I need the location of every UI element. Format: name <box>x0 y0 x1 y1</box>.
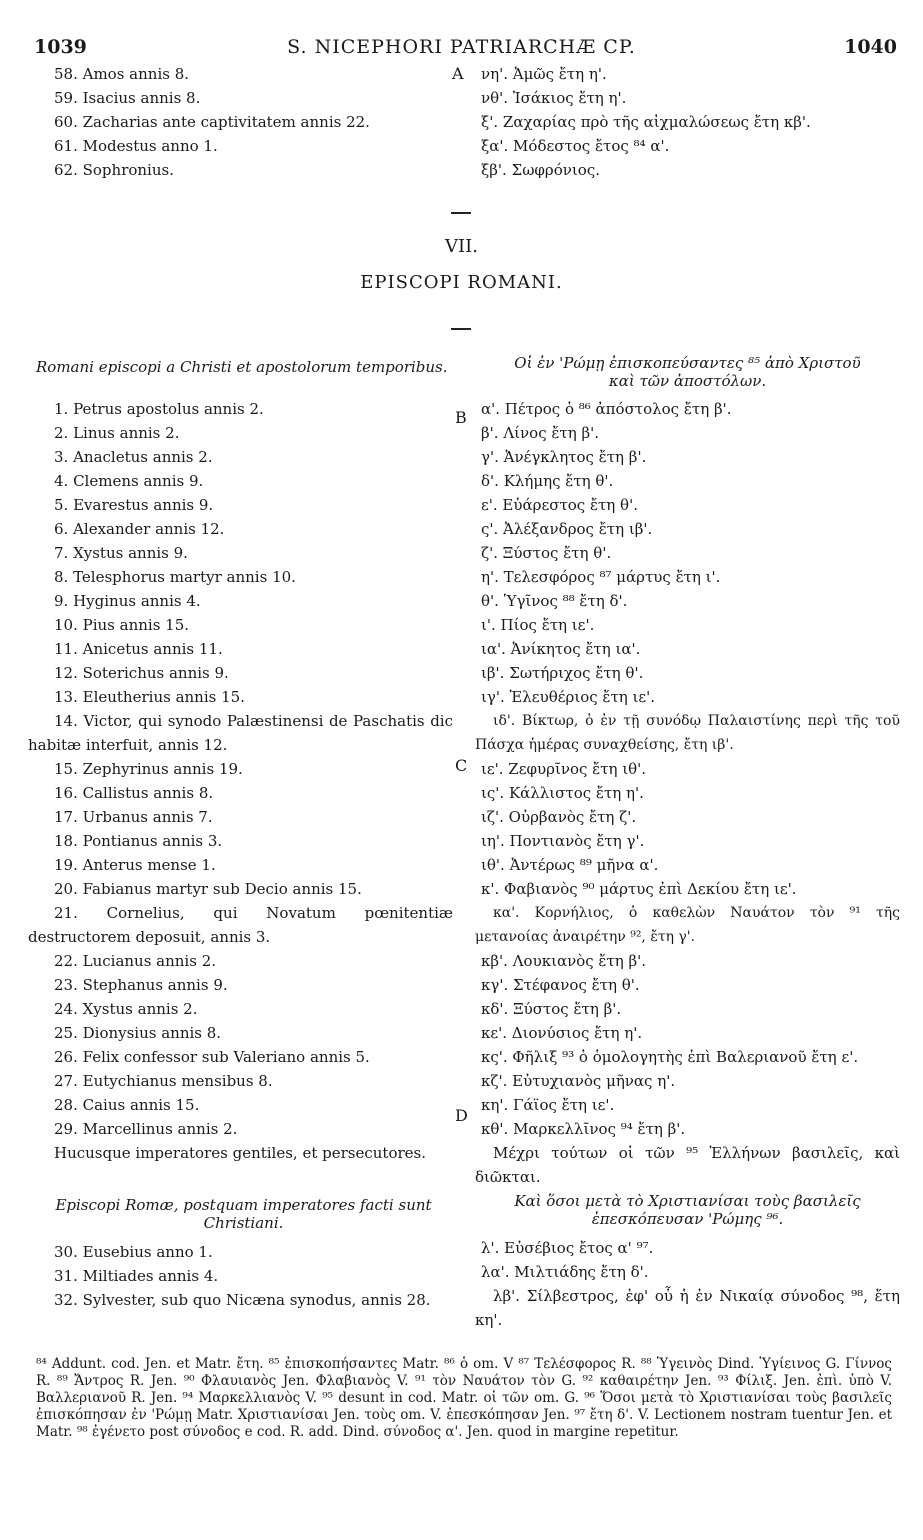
list-item: 61. Modestus anno 1. <box>54 137 218 155</box>
list-item: 58. Amos annis 8. <box>54 65 190 83</box>
list-item: κδ'. Ξύστος ἔτη β'. <box>481 1000 622 1018</box>
list-item: νη'. Ἀμῶς ἔτη η'. <box>481 65 607 83</box>
margin-letter-a: A <box>452 64 464 83</box>
greek-column <box>475 397 900 1189</box>
list-item: γ'. Ἀνέγκλητος ἔτη β'. <box>481 448 647 466</box>
list-item: δ'. Κλήμης ἔτη θ'. <box>481 472 614 490</box>
section-number: VII. <box>445 236 478 257</box>
section-title: EPISCOPI ROMANI. <box>360 272 563 293</box>
subheading-latin: Romani episcopi a Christi et apostolorum temporibus. <box>36 358 448 376</box>
list-item: 26. Felix confessor sub Valeriano annis 5. <box>54 1048 370 1066</box>
list-item: 8. Telesphorus martyr annis 10. <box>54 568 296 586</box>
list-item: λβ'. Σίλβεστρος, ἐφ' οὗ ἡ ἐν Νικαίᾳ σύνοδος ⁹⁸, ἔτη κη'. <box>475 1287 900 1329</box>
list-item: λ'. Εὐσέβιος ἔτος α' ⁹⁷. <box>481 1239 654 1257</box>
list-item: ξα'. Μόδεστος ἔτος ⁸⁴ α'. <box>481 137 670 155</box>
subheading-greek-line: Καὶ ὅσοι μετὰ τὸ Χριστιανίσαι τοὺς βασιλεῖς <box>514 1192 861 1210</box>
list-item: νθ'. Ἰσάκιος ἔτη η'. <box>481 89 627 107</box>
list-item: β'. Λίνος ἔτη β'. <box>481 424 600 442</box>
list-item: 17. Urbanus annis 7. <box>54 808 213 826</box>
list-item: ζ'. Ξύστος ἔτη θ'. <box>481 544 612 562</box>
separator-rule <box>451 328 471 330</box>
list-item: α'. Πέτρος ὁ ⁸⁶ ἀπόστολος ἔτη β'. <box>481 400 732 418</box>
list-item: κα'. Κορνήλιος, ὁ καθελὼν Ναυάτον τὸν ⁹¹ τῆς μετανοίας ἀναιρέτην ⁹², ἔτη γ'. <box>475 905 900 945</box>
list-item: 24. Xystus annis 2. <box>54 1000 198 1018</box>
list-item: ιε'. Ζεφυρῖνος ἔτη ιθ'. <box>481 760 647 778</box>
list-item: 16. Callistus annis 8. <box>54 784 214 802</box>
list-item: 60. Zacharias ante captivitatem annis 22. <box>54 113 370 131</box>
list-item: ις'. Κάλλιστος ἔτη η'. <box>481 784 644 802</box>
list-item: κη'. Γάϊος ἔτη ιε'. <box>481 1096 615 1114</box>
list-item: 1. Petrus apostolus annis 2. <box>54 400 264 418</box>
list-item: 30. Eusebius anno 1. <box>54 1243 213 1261</box>
list-item: 27. Eutychianus mensibus 8. <box>54 1072 273 1090</box>
list-item: ε'. Εὐάρεστος ἔτη θ'. <box>481 496 638 514</box>
list-item: ξ'. Ζαχαρίας πρὸ τῆς αἰχμαλώσεως ἔτη κβ'. <box>481 113 811 131</box>
list-item: 14. Victor, qui synodo Palæstinensi de Paschatis dic habitæ interfuit, annis 12. <box>28 712 453 754</box>
list-item: κς'. Φῆλιξ ⁹³ ὁ ὁμολογητὴς ἐπὶ Βαλεριανοῦ ἔτη ε'. <box>481 1048 859 1066</box>
list-item: θ'. Ὑγῖνος ⁸⁸ ἔτη δ'. <box>481 592 628 610</box>
list-item: 22. Lucianus annis 2. <box>54 952 217 970</box>
list-item: κβ'. Λουκιανὸς ἔτη β'. <box>481 952 647 970</box>
list-item: 3. Anacletus annis 2. <box>54 448 213 466</box>
list-item: ιδ'. Βίκτωρ, ὁ ἐν τῇ συνόδῳ Παλαιστίνης περὶ τῆς τοῦ Πάσχα ἡμέρας συναχθείσης, ἔτη ιβ'. <box>475 713 900 753</box>
list-item: 62. Sophronius. <box>54 161 174 179</box>
subheading-greek-line: ἐπεσκόπευσαν 'Ρώμης ⁹⁶. <box>591 1210 784 1228</box>
list-item: 2. Linus annis 2. <box>54 424 180 442</box>
list-item: η'. Τελεσφόρος ⁸⁷ μάρτυς ἔτη ι'. <box>481 568 721 586</box>
margin-letter-b: B <box>455 408 467 427</box>
list-item: 28. Caius annis 15. <box>54 1096 200 1114</box>
list-item: ιβ'. Σωτήριχος ἔτη θ'. <box>481 664 644 682</box>
list-item: ιθ'. Ἀντέρως ⁸⁹ μῆνα α'. <box>481 856 659 874</box>
subheading-greek <box>475 354 900 390</box>
list-item: 13. Eleutherius annis 15. <box>54 688 245 706</box>
list-item: ια'. Ἀνίκητος ἔτη ια'. <box>481 640 641 658</box>
list-item: ς'. Ἀλέξανδρος ἔτη ιβ'. <box>481 520 653 538</box>
list-item: 12. Soterichus annis 9. <box>54 664 229 682</box>
latin-column-2 <box>28 1240 453 1312</box>
running-title: S. NICEPHORI PATRIARCHÆ CP. <box>287 36 636 58</box>
margin-letter-c: C <box>455 756 468 775</box>
list-item: 25. Dionysius annis 8. <box>54 1024 222 1042</box>
list-item: 20. Fabianus martyr sub Decio annis 15. <box>54 880 362 898</box>
list-item: ξβ'. Σωφρόνιος. <box>481 161 600 179</box>
list-item: κε'. Διονύσιος ἔτη η'. <box>481 1024 643 1042</box>
list-item: κζ'. Εὐτυχιανὸς μῆνας η'. <box>481 1072 676 1090</box>
margin-letter-d: D <box>455 1106 468 1125</box>
footnotes: ⁸⁴ Addunt. cod. Jen. et Matr. ἔτη. ⁸⁵ ἐπισκοπήσαντες Matr. ⁸⁶ ὁ om. V ⁸⁷ Τελέσφορος R. ⁸⁸ Ὑγεινὸς Dind. Ὑγίεινος G. Γίννος R. ⁸⁹ Ἄντρος R. Jen. ⁹⁰ Φλαυιανὸς Jen. Φλαβιανὸς V. ⁹¹ τὸν Ναυάτον τὸν G. ⁹² καθαιρέτην Jen. ⁹³ Φίλιξ. Jen. ἐπὶ. ὑπὸ V. Βαλλεριανοῦ R. Jen. ⁹⁴ Μαρκελλιανὸς V. ⁹⁵ desunt in cod. Matr. οἱ τῶν om. G. ⁹⁶ Ὅσοι μετὰ τὸ Χριστιανίσαι τοὺς βασιλεῖς ἐπισκόπησαν ἐν 'Ρώμῃ Matr. Χριστιανίσαι Jen. τοὺς om. V. ἐπεσκόπησαν Jen. ⁹⁷ ἔτη δ'. V. Lectionem nostram tuentur Jen. et Matr. ⁹⁸ ἐγένετο post σύνοδος e cod. R. add. Dind. σύνοδος α'. Jen. quod in margine repetitur. <box>36 1356 892 1440</box>
list-item: 10. Pius annis 15. <box>54 616 190 634</box>
hucusque-latin: Hucusque imperatores gentiles, et persecutores. <box>54 1144 426 1162</box>
list-item: ιγ'. Ἐλευθέριος ἔτη ιε'. <box>481 688 656 706</box>
list-item: κθ'. Μαρκελλῖνος ⁹⁴ ἔτη β'. <box>481 1120 686 1138</box>
list-item: 18. Pontianus annis 3. <box>54 832 223 850</box>
list-item: λα'. Μιλτιάδης ἔτη δ'. <box>481 1263 649 1281</box>
list-item: 19. Anterus mense 1. <box>54 856 216 874</box>
list-item: 7. Xystus annis 9. <box>54 544 188 562</box>
page-number-right: 1040 <box>844 36 897 58</box>
top-greek-list <box>475 62 900 182</box>
list-item: 4. Clemens annis 9. <box>54 472 204 490</box>
list-item: 21. Cornelius, qui Novatum pœnitentiæ destructorem deposuit, annis 3. <box>28 904 453 946</box>
hucusque-greek: Μέχρι τούτων οἱ τῶν ⁹⁵ Ἑλλήνων βασιλεῖς, καὶ διῶκται. <box>475 1144 900 1186</box>
subheading-latin-line: Episcopi Romæ, postquam imperatores facti sunt <box>55 1196 432 1214</box>
list-item: ι'. Πίος ἔτη ιε'. <box>481 616 595 634</box>
list-item: 11. Anicetus annis 11. <box>54 640 223 658</box>
list-item: 23. Stephanus annis 9. <box>54 976 228 994</box>
subheading2-greek <box>475 1192 900 1228</box>
subheading-latin-line: Christiani. <box>203 1214 284 1232</box>
list-item: 9. Hyginus annis 4. <box>54 592 201 610</box>
page-header <box>0 36 923 62</box>
list-item: 32. Sylvester, sub quo Nicæna synodus, annis 28. <box>54 1291 431 1309</box>
latin-column <box>28 397 453 1165</box>
list-item: ιζ'. Οὐρβανὸς ἔτη ζ'. <box>481 808 637 826</box>
page-number-left: 1039 <box>34 36 87 58</box>
list-item: 31. Miltiades annis 4. <box>54 1267 219 1285</box>
subheading2-latin <box>36 1196 451 1232</box>
list-item: ιη'. Ποντιανὸς ἔτη γ'. <box>481 832 645 850</box>
list-item: κ'. Φαβιανὸς ⁹⁰ μάρτυς ἐπὶ Δεκίου ἔτη ιε'. <box>481 880 797 898</box>
list-item: 29. Marcellinus annis 2. <box>54 1120 238 1138</box>
list-item: 59. Isacius annis 8. <box>54 89 201 107</box>
subheading-greek-line: Οἱ ἐν 'Ρώμῃ ἐπισκοπεύσαντες ⁸⁵ ἀπὸ Χριστοῦ <box>514 354 861 372</box>
list-item: 15. Zephyrinus annis 19. <box>54 760 243 778</box>
list-item: 5. Evarestus annis 9. <box>54 496 214 514</box>
list-item: κγ'. Στέφανος ἔτη θ'. <box>481 976 640 994</box>
greek-column-2 <box>475 1236 900 1332</box>
separator-rule <box>451 212 471 214</box>
list-item: 6. Alexander annis 12. <box>54 520 225 538</box>
top-latin-list <box>28 62 453 182</box>
subheading-greek-line: καὶ τῶν ἀποστόλων. <box>608 372 767 390</box>
